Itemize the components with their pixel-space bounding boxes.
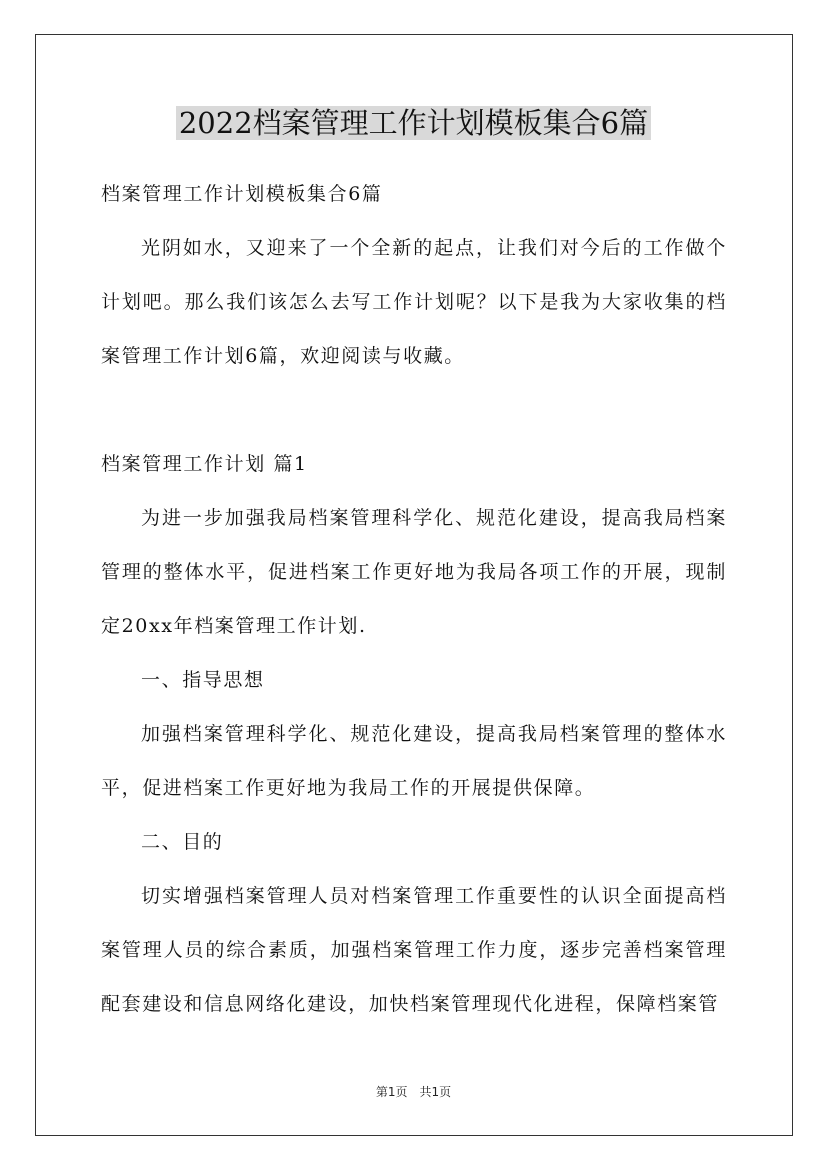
document-subtitle: 档案管理工作计划模板集合6篇 (101, 183, 383, 205)
paragraph-2: 加强档案管理科学化、规范化建设，提高我局档案管理的整体水平，促进档案工作更好地为我局工作的开展提供保障。 (101, 723, 727, 799)
document-title (0, 103, 827, 143)
heading-purpose: 二、目的 (141, 831, 224, 853)
section-heading: 档案管理工作计划 篇1 (101, 453, 308, 475)
page-footer: 第1页 共1页 (375, 1085, 452, 1099)
paragraph-3: 切实增强档案管理人员对档案管理工作重要性的认识全面提高档案管理人员的综合素质，加强档案管理工作力度，逐步完善档案管理配套建设和信息网络化建设，加快档案管理现代化进程，保障档案管 (101, 885, 727, 1015)
paragraph-1: 为进一步加强我局档案管理科学化、规范化建设，提高我局档案管理的整体水平，促进档案工作更好地为我局各项工作的开展，现制定20xx年档案管理工作计划. (101, 507, 727, 637)
heading-guiding-thought: 一、指导思想 (141, 669, 265, 691)
intro-paragraph: 光阴如水，又迎来了一个全新的起点，让我们对今后的工作做个计划吧。那么我们该怎么去写工作计划呢？以下是我为大家收集的档案管理工作计划6篇，欢迎阅读与收藏。 (101, 237, 727, 367)
document-title-text: 2022档案管理工作计划模板集合6篇 (176, 106, 651, 140)
